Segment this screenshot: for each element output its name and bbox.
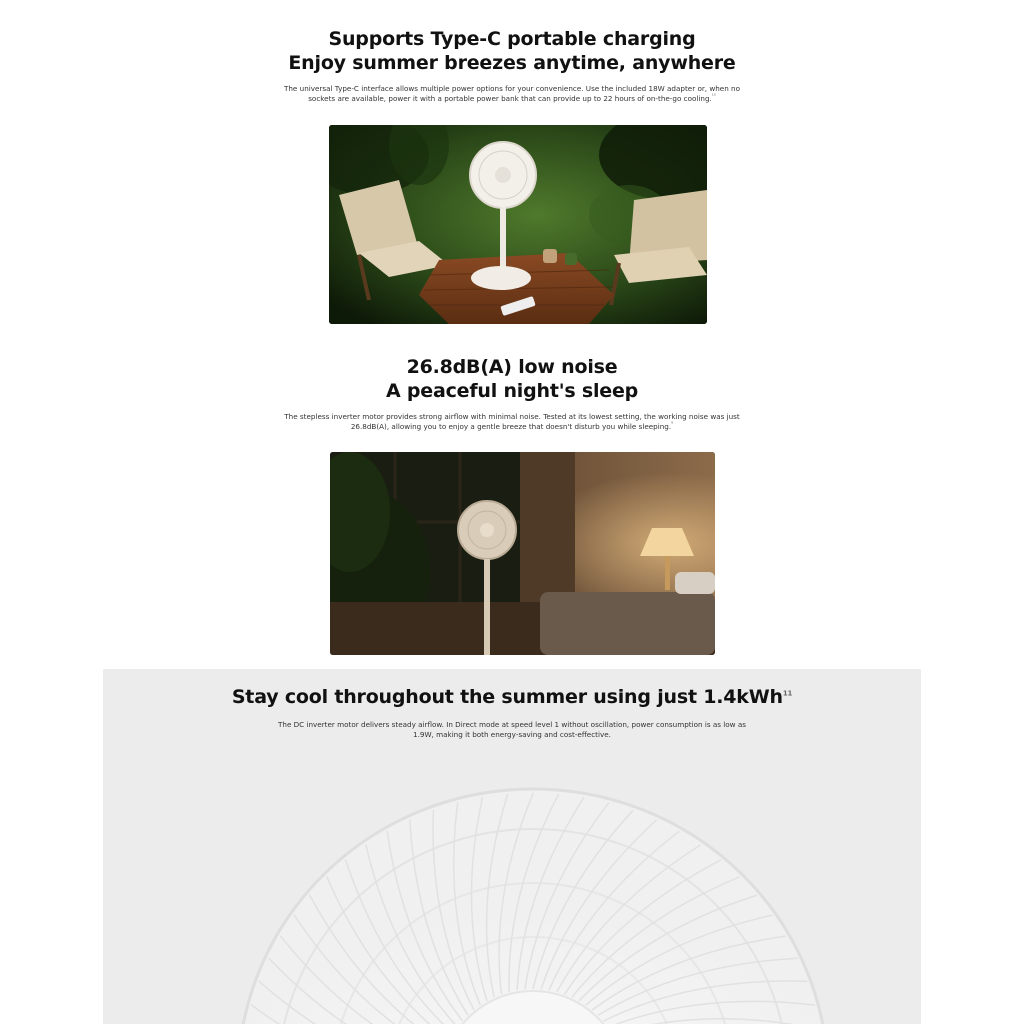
fan-blade-closeup bbox=[103, 769, 921, 1024]
title-text: Stay cool throughout the summer using just 1.4kWh bbox=[231, 686, 783, 708]
description-text: The DC inverter motor delivers steady airflow. In Direct mode at speed level 1 without oscillation, power consumption is as low as 1.9W, making it both energy-saving and cost-effective. bbox=[278, 720, 746, 739]
bedroom-scene-illustration bbox=[330, 452, 715, 655]
section-description-charging bbox=[270, 84, 754, 104]
section-title-low-noise bbox=[0, 355, 1024, 403]
footnote-marker: 11 bbox=[782, 689, 793, 698]
title-line: Enjoy summer breezes anytime, anywhere bbox=[288, 52, 736, 74]
section-panel-energy bbox=[103, 669, 921, 1024]
photo-fan-bedroom bbox=[330, 452, 715, 655]
description-text: The stepless inverter motor provides strong airflow with minimal noise. Tested at its lowest setting, the working noise was just 26.8dB(A), allowing you to enjoy a gentle breeze that doesn't disturb you while sleeping. bbox=[284, 412, 740, 431]
section-title-energy bbox=[103, 685, 921, 709]
garden-scene-illustration bbox=[329, 125, 707, 324]
section-title-charging bbox=[0, 27, 1024, 75]
footnote-marker: ⁹ bbox=[671, 421, 674, 428]
section-description-low-noise bbox=[272, 412, 752, 432]
footnote-marker: ¹⁰ bbox=[711, 93, 716, 100]
description-text: The universal Type-C interface allows multiple power options for your convenience. Use the included 18W adapter or, when no sockets are available, power it with a portable power bank that can provide up to 22 hours of on-the-go cooling. bbox=[283, 84, 741, 103]
section-description-energy bbox=[273, 720, 751, 740]
title-line: A peaceful night's sleep bbox=[385, 380, 639, 402]
photo-fan-garden bbox=[329, 125, 707, 324]
fan-grille-illustration bbox=[103, 769, 921, 1024]
title-line: Supports Type-C portable charging bbox=[328, 28, 696, 50]
title-line: 26.8dB(A) low noise bbox=[406, 356, 618, 378]
